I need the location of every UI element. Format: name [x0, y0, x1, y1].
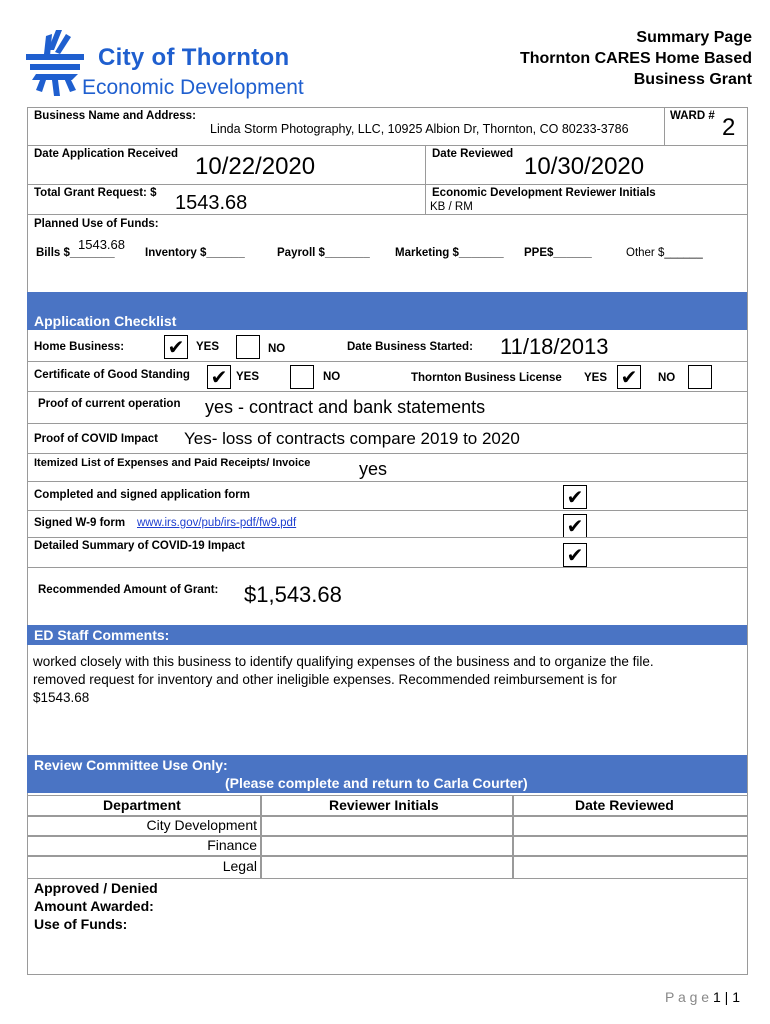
ward-label: WARD # — [670, 110, 715, 122]
w9-checkbox[interactable]: ✔ — [563, 514, 587, 538]
amount-awarded-label: Amount Awarded: — [34, 898, 154, 914]
date-received-label: Date Application Received — [34, 148, 179, 160]
approved-label: Approved / Denied — [34, 880, 158, 896]
reviewer-initials-label: Economic Development Reviewer Initials — [432, 187, 656, 199]
date-started-value: 11/18/2013 — [500, 334, 609, 359]
comments-line-2: removed request for inventory and other ineligible expenses. Recommended reimbursement is for — [33, 672, 617, 687]
recommended-value: $1,543.68 — [244, 582, 342, 607]
business-license-no-checkbox[interactable] — [688, 365, 712, 389]
proof-operation-label: Proof of current operation — [38, 398, 181, 410]
home-business-label: Home Business: — [34, 341, 125, 353]
marketing-label: Marketing $_______ — [395, 247, 504, 259]
proof-operation-value: yes - contract and bank statements — [205, 397, 486, 417]
comments-line-1: worked closely with this business to identify qualifying expenses of the business and to organize the file. — [33, 654, 654, 669]
use-of-funds-label: Use of Funds: — [34, 916, 128, 932]
page-title-line2: Thornton CARES Home Based — [519, 50, 752, 67]
page-label: P a g e — [664, 989, 710, 1005]
col-initials-header: Reviewer Initials — [329, 797, 439, 813]
w9-label: Signed W-9 form — [34, 517, 126, 529]
col-department-header: Department — [103, 797, 181, 813]
checklist-header-text: Application Checklist — [34, 313, 177, 329]
review-header-subtitle: (Please complete and return to Carla Courter) — [225, 775, 528, 791]
business-license-label: Thornton Business License — [411, 372, 562, 384]
date-reviewed-value: 10/30/2020 — [524, 153, 645, 180]
business-name-label: Business Name and Address: — [34, 110, 196, 122]
review-initials-cell-1[interactable] — [260, 815, 514, 837]
department-row-2: Finance — [207, 837, 257, 853]
covid-summary-checkbox[interactable]: ✔ — [563, 543, 587, 567]
ward-value: 2 — [722, 114, 736, 141]
completed-form-checkbox[interactable]: ✔ — [563, 485, 587, 509]
w9-link[interactable]: www.irs.gov/pub/irs-pdf/fw9.pdf — [137, 517, 297, 529]
page-title-line1: Summary Page — [636, 29, 752, 46]
home-business-yes-checkbox[interactable]: ✔ — [164, 335, 188, 359]
city-logo — [24, 26, 334, 104]
inventory-label: Inventory $______ — [145, 247, 245, 259]
date-reviewed-label: Date Reviewed — [432, 148, 514, 160]
review-header — [27, 755, 747, 793]
other-label: Other $______ — [626, 247, 703, 259]
completed-form-label: Completed and signed application form — [34, 489, 250, 501]
total-request-label: Total Grant Request: $ — [34, 187, 157, 199]
home-business-yes-label: YES — [196, 341, 220, 353]
bills-value: 1543.68 — [78, 237, 125, 252]
business-name-value: Linda Storm Photography, LLC, 10925 Albion Dr, Thornton, CO 80233-3786 — [210, 122, 629, 136]
logo-subtitle: Economic Development — [82, 76, 304, 99]
total-request-value: 1543.68 — [175, 192, 248, 214]
comments-header-text: ED Staff Comments: — [34, 627, 170, 643]
date-started-label: Date Business Started: — [347, 341, 473, 353]
good-standing-yes-checkbox[interactable]: ✔ — [207, 365, 231, 389]
proof-covid-value: Yes- loss of contracts compare 2019 to 2020 — [184, 429, 520, 448]
date-received-value: 10/22/2020 — [195, 153, 316, 180]
department-row-1: City Development — [146, 817, 257, 833]
city-logo-icon — [24, 28, 86, 98]
proof-covid-label: Proof of COVID Impact — [34, 433, 158, 445]
good-standing-no-label: NO — [323, 371, 341, 383]
home-business-no-label: NO — [268, 343, 286, 355]
review-date-cell-1[interactable] — [512, 815, 748, 837]
comments-line-3: $1543.68 — [33, 690, 90, 705]
review-initials-cell-2[interactable] — [260, 835, 514, 857]
review-table — [27, 795, 747, 878]
comments-header — [27, 625, 747, 645]
good-standing-no-checkbox[interactable] — [290, 365, 314, 389]
good-standing-yes-label: YES — [236, 371, 260, 383]
covid-summary-label: Detailed Summary of COVID-19 Impact — [34, 540, 245, 552]
good-standing-label: Certificate of Good Standing — [34, 369, 190, 381]
page-number: 1 | 1 — [713, 989, 740, 1005]
planned-use-label: Planned Use of Funds: — [34, 218, 159, 230]
itemized-value: yes — [359, 459, 388, 479]
business-license-yes-label: YES — [584, 372, 608, 384]
page-title-line3: Business Grant — [633, 71, 752, 88]
review-date-cell-2[interactable] — [512, 835, 748, 857]
recommended-label: Recommended Amount of Grant: — [38, 584, 219, 596]
payroll-label: Payroll $_______ — [277, 247, 370, 259]
home-business-no-checkbox[interactable] — [236, 335, 260, 359]
department-row-3: Legal — [222, 858, 257, 874]
checklist-header — [27, 292, 747, 330]
logo-title: City of Thornton — [98, 44, 290, 71]
review-header-title: Review Committee Use Only: — [34, 757, 228, 773]
business-license-no-label: NO — [658, 372, 676, 384]
business-license-yes-checkbox[interactable]: ✔ — [617, 365, 641, 389]
reviewer-initials-value: KB / RM — [430, 201, 473, 213]
page-footer — [665, 989, 740, 1005]
review-initials-cell-3[interactable] — [260, 855, 514, 879]
ppe-label: PPE$______ — [524, 247, 592, 259]
col-date-header: Date Reviewed — [575, 797, 674, 813]
review-date-cell-3[interactable] — [512, 855, 748, 879]
bills-label: Bills $_______ — [36, 247, 115, 259]
itemized-label: Itemized List of Expenses and Paid Receipts/ Invoice — [34, 457, 311, 469]
